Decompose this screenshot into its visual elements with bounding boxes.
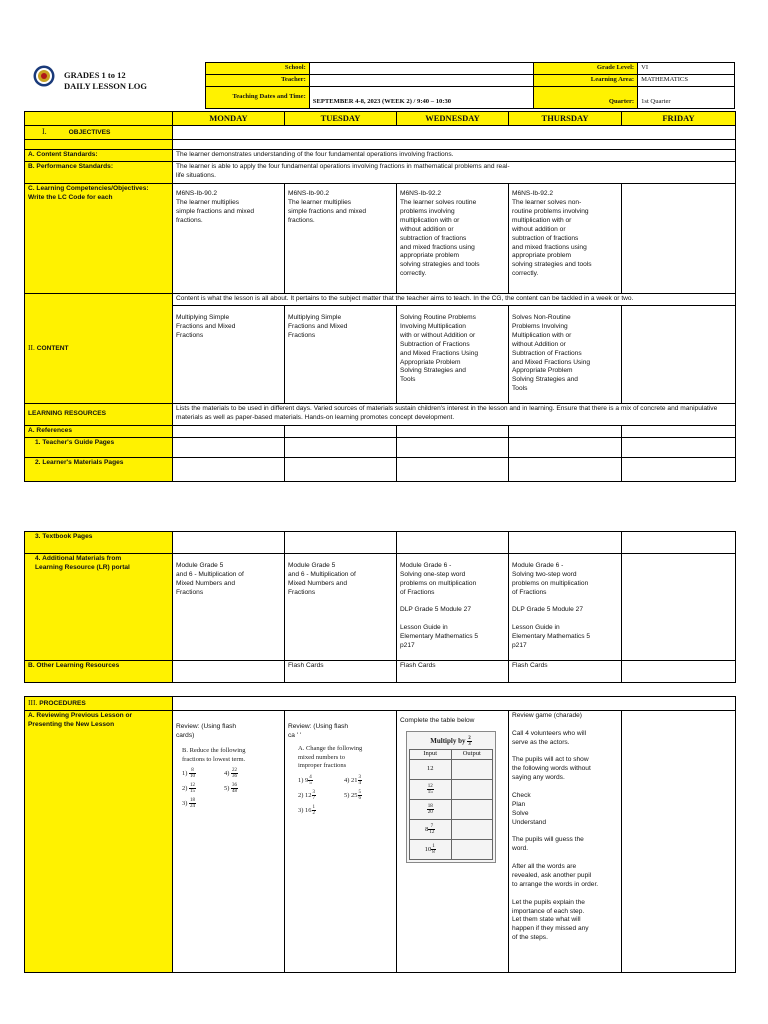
numerator: 1	[432, 843, 435, 849]
teaching-dates-value: SEPTEMBER 4-8, 2023 (WEEK 2) / 9:40 – 10:30	[309, 86, 534, 108]
mixed-number-item	[298, 805, 344, 816]
numerator: 12	[190, 783, 196, 789]
tg-tue	[285, 438, 397, 458]
table-row	[410, 799, 493, 819]
tb-fri	[622, 532, 736, 554]
denominator: 36	[232, 774, 238, 780]
input-cell	[410, 819, 452, 839]
tuesday-flashcard-image	[288, 745, 393, 816]
item-number: 3)	[298, 807, 304, 815]
grade-level-label: Grade Level:	[534, 63, 638, 75]
input-cell	[410, 779, 452, 799]
denominator: 7	[312, 796, 316, 802]
numerator: 8	[189, 768, 196, 774]
other-wednesday: Flash Cards	[397, 661, 509, 683]
performance-standards-label: B. Performance Standards:	[25, 162, 173, 184]
output-cell	[451, 799, 493, 819]
content-note: Content is what the lesson is all about. It pertains to the subject matter that the teacher aims to teach. In the CG, the content can be tackled in a week or two.	[173, 294, 736, 306]
review-monday	[173, 711, 285, 973]
whole-number: 25	[351, 792, 358, 800]
other-friday	[622, 661, 736, 683]
wednesday-instruction: Complete the table below	[400, 717, 475, 724]
lm-wed	[397, 458, 509, 482]
content-heading	[25, 294, 173, 404]
mixed-number-item	[344, 775, 384, 786]
day-friday: FRIDAY	[622, 112, 736, 126]
objectives-num: I.	[42, 127, 47, 137]
day-monday: MONDAY	[173, 112, 285, 126]
quarter-value: 1st Quarter	[638, 86, 735, 108]
other-monday	[173, 661, 285, 683]
form-title	[64, 70, 147, 92]
item-number: 3)	[182, 800, 188, 808]
tg-wed	[397, 438, 509, 458]
fraction	[189, 768, 196, 779]
fraction	[231, 783, 238, 794]
textbook-pages-label: 3. Textbook Pages	[25, 532, 173, 554]
review-lesson-label: A. Reviewing Previous Lesson or Presenting the New Lesson	[25, 711, 173, 973]
denominator: 6	[358, 796, 362, 802]
fraction	[312, 805, 317, 816]
competencies-label: C. Learning Competencies/Objectives: Write the LC Code for each	[25, 184, 173, 294]
multiply-factor	[467, 736, 472, 747]
review-tuesday	[285, 711, 397, 973]
tuesday-instruction: A. Change the following mixed numbers to improper fractions	[298, 744, 363, 770]
additional-materials-label: 4. Additional Materials from Learning Resource (LR) portal	[25, 554, 173, 661]
objectives-title: OBJECTIVES	[68, 129, 111, 137]
procedures-heading	[25, 697, 173, 711]
additional-thursday: Module Grade 6 - Solving two-step word problems on multiplication of Fractions DLP Grade 5 Module 27 Lesson Guide in Elementary Mathematics 5 p217	[509, 554, 622, 661]
tuesday-review-text: Review: (Using flash ca ' '	[288, 723, 349, 739]
other-tuesday: Flash Cards	[285, 661, 397, 683]
references-label: A. References	[25, 426, 173, 438]
procedures-title: PROCEDURES	[39, 700, 86, 708]
output-cell	[451, 839, 493, 859]
whole-number: 12	[427, 765, 434, 772]
denominator: 15	[190, 789, 196, 795]
fraction	[358, 775, 363, 786]
item-number: 1)	[298, 777, 304, 785]
day-wednesday: WEDNESDAY	[397, 112, 509, 126]
content-standards-label: A. Content Standards:	[25, 150, 173, 162]
fraction	[308, 775, 313, 786]
factor-denominator: 3	[468, 741, 471, 747]
lm-tue	[285, 458, 397, 482]
numerator: 5	[358, 790, 362, 796]
item-number: 5)	[344, 792, 350, 800]
numerator: 22	[232, 768, 238, 774]
denominator: 20	[427, 809, 433, 815]
input-output-table	[409, 749, 493, 860]
lm-mon	[173, 458, 285, 482]
mixed-number-item	[298, 790, 344, 801]
denominator: 2	[312, 811, 316, 817]
denominator: 15	[427, 789, 433, 795]
table-row	[410, 759, 493, 779]
item-number: 1)	[182, 770, 188, 778]
grade-level-value: VI	[638, 63, 735, 75]
school-value	[309, 63, 534, 75]
additional-friday	[622, 554, 736, 661]
input-output-rows	[410, 759, 493, 859]
denominator: 24	[190, 804, 196, 810]
monday-fraction-list	[182, 768, 281, 809]
numerator: 4	[309, 775, 312, 781]
whole-number: 10	[424, 845, 432, 853]
whole-number: 12	[305, 792, 312, 800]
numerator: 3	[312, 790, 316, 796]
denominator: 8	[432, 849, 435, 855]
review-wednesday	[397, 711, 509, 973]
additional-wednesday: Module Grade 6 - Solving one-step word problems on multiplication of Fractions DLP Grade 5 Module 27 Lesson Guide in Elementary Mathematics 5 p217	[397, 554, 509, 661]
lesson-log-table-2	[24, 531, 736, 683]
objectives-spacer-2	[173, 140, 736, 150]
multiply-table-title-text: Multiply by	[430, 737, 466, 745]
learning-area-value: MATHEMATICS	[638, 74, 735, 86]
numerator: 36	[232, 783, 238, 789]
fraction	[431, 844, 436, 855]
fraction	[428, 824, 435, 835]
lm-thu	[509, 458, 622, 482]
table-row	[410, 779, 493, 799]
denominator: 5	[309, 781, 312, 787]
fraction	[427, 784, 434, 795]
multiply-table-title	[409, 734, 493, 749]
tb-mon	[173, 532, 285, 554]
fraction	[231, 768, 238, 779]
teacher-label: Teacher:	[206, 74, 310, 86]
mixed-number-item	[344, 790, 384, 801]
numerator: 1	[312, 805, 316, 811]
denominator: 48	[232, 789, 238, 795]
input-cell	[410, 759, 452, 779]
learning-area-label: Learning Area:	[534, 74, 638, 86]
fraction-item	[224, 768, 264, 779]
monday-flashcard-image	[176, 747, 281, 810]
tb-thu	[509, 532, 622, 554]
tb-tue	[285, 532, 397, 554]
header-table	[205, 62, 735, 109]
performance-standards-text: The learner is able to apply the four fundamental operations involving fractions in mathematical problems and real- life situations.	[173, 162, 736, 184]
content-friday	[622, 306, 736, 404]
output-cell	[451, 819, 493, 839]
quarter-label: Quarter:	[534, 86, 638, 108]
tg-mon	[173, 438, 285, 458]
content-monday: Multiplying Simple Fractions and Mixed Fractions	[173, 306, 285, 404]
numerator: 7	[428, 824, 435, 830]
lm-pages-label: 2. Learner's Materials Pages	[25, 458, 173, 482]
mixed-number-item	[298, 775, 344, 786]
header-blank-cell	[25, 112, 173, 126]
content-thursday: Solves Non-Routine Problems Involving Multiplication with or without Addition or Subtraction of Fractions and Mixed Fractions Using Appropriate Problem Solving Strategies and Tools	[509, 306, 622, 404]
input-cell	[410, 799, 452, 819]
whole-number: 8	[425, 825, 429, 833]
school-label: School:	[206, 63, 310, 75]
objectives-spacer	[25, 140, 173, 150]
table-row	[410, 819, 493, 839]
competency-wednesday: M6NS-Ib-92.2 The learner solves routine problems involving multiplication with or without addition or subtraction of fractions and mixed fractions using appropriate problem solving strategies and tools correctly.	[397, 184, 509, 294]
additional-monday: Module Grade 5 and 6 - Multiplication of Mixed Numbers and Fractions	[173, 554, 285, 661]
additional-tuesday: Module Grade 5 and 6 - Multiplication of Mixed Numbers and Fractions	[285, 554, 397, 661]
learning-resources-note: Lists the materials to be used in different days. Varied sources of materials sustain children's interest in the lesson and in learning. Ensure that there is a mix of concrete and manipulative materials as well as paper-based materials. Hands-on learning promotes concept development.	[173, 404, 736, 426]
form-title-line2: DAILY LESSON LOG	[64, 81, 147, 92]
item-number: 2)	[182, 785, 188, 793]
procedures-num: III.	[28, 698, 38, 708]
item-number: 4)	[224, 770, 230, 778]
item-number: 5)	[224, 785, 230, 793]
competency-tuesday: M6NS-Ib-90.2 The learner multiplies simple fractions and mixed fractions.	[285, 184, 397, 294]
references-fri	[622, 426, 736, 438]
fraction-item	[182, 798, 224, 809]
form-title-line1: GRADES 1 to 12	[64, 70, 126, 80]
denominator: 4	[358, 781, 362, 787]
references-mon	[173, 426, 285, 438]
numerator: 18	[427, 803, 433, 809]
deped-seal-logo	[33, 65, 55, 87]
fraction	[427, 804, 434, 815]
competency-friday	[622, 184, 736, 294]
objectives-heading	[25, 126, 173, 140]
objectives-blank	[173, 126, 736, 140]
numerator: 18	[190, 798, 196, 804]
denominator: 12	[429, 829, 435, 835]
tb-wed	[397, 532, 509, 554]
factor-numerator: 2	[468, 735, 471, 741]
day-tuesday: TUESDAY	[285, 112, 397, 126]
whole-number: 21	[351, 777, 358, 785]
monday-instruction: B. Reduce the following fractions to lowest term.	[182, 746, 246, 763]
fraction-item	[224, 783, 264, 794]
tuesday-mixed-number-list	[298, 775, 393, 816]
learning-resources-heading: LEARNING RESOURCES	[25, 404, 173, 426]
multiply-table-card	[406, 731, 496, 863]
fraction	[189, 798, 196, 809]
references-wed	[397, 426, 509, 438]
references-thu	[509, 426, 622, 438]
fraction	[189, 783, 196, 794]
item-number: 2)	[298, 792, 304, 800]
tg-fri	[622, 438, 736, 458]
review-thursday: Review game (charade) Call 4 volunteers who will serve as the actors. The pupils will act to show the following words without saying any words. Check Plan Solve Understand The pupils will guess the word. After all the words are revealed, ask another pupil to arrange the words in order. Let the pupils explain the importance of each step. Let them state what will happen if they missed any of the steps.	[509, 711, 622, 973]
content-num: II.	[28, 343, 35, 353]
lm-fri	[622, 458, 736, 482]
monday-review-text: Review: (Using flash cards)	[176, 723, 237, 739]
day-thursday: THURSDAY	[509, 112, 622, 126]
teaching-dates-label: Teaching Dates and Time:	[206, 86, 310, 108]
whole-number: 16	[305, 807, 312, 815]
numerator: 3	[358, 775, 362, 781]
output-col-header: Output	[451, 749, 493, 759]
content-wednesday: Solving Routine Problems Involving Multiplication with or without Addition or Subtraction of Fractions and Mixed Fractions Using Appropriate Problem Solving Strategies and Tools	[397, 306, 509, 404]
output-cell	[451, 779, 493, 799]
fraction-item	[182, 783, 224, 794]
teacher-value	[309, 74, 534, 86]
references-tue	[285, 426, 397, 438]
whole-number: 9	[305, 777, 309, 785]
content-standards-text: The learner demonstrates understanding of the four fundamental operations involving fractions.	[173, 150, 736, 162]
input-col-header: Input	[410, 749, 452, 759]
tg-pages-label: 1. Teacher's Guide Pages	[25, 438, 173, 458]
competency-thursday: M6NS-Ib-92.2 The learner solves non- routine problems involving multiplication with or without addition or subtraction of fractions and mixed fractions using appropriate problem solving strategies and tools correctly.	[509, 184, 622, 294]
content-tuesday: Multiplying Simple Fractions and Mixed Fractions	[285, 306, 397, 404]
competency-monday: M6NS-Ib-90.2 The learner multiplies simple fractions and mixed fractions.	[173, 184, 285, 294]
procedures-blank	[173, 697, 736, 711]
other-resources-label: B. Other Learning Resources	[25, 661, 173, 683]
content-title: CONTENT	[36, 345, 69, 353]
fraction	[312, 790, 317, 801]
lesson-log-table-1	[24, 111, 736, 482]
lesson-log-table-3	[24, 696, 736, 973]
other-thursday: Flash Cards	[509, 661, 622, 683]
numerator: 12	[427, 783, 433, 789]
fraction	[358, 790, 363, 801]
review-friday	[622, 711, 736, 973]
tg-thu	[509, 438, 622, 458]
fraction-item	[182, 768, 224, 779]
denominator: 10	[190, 774, 196, 780]
input-cell	[410, 839, 452, 859]
item-number: 4)	[344, 777, 350, 785]
table-row	[410, 839, 493, 859]
output-cell	[451, 759, 493, 779]
